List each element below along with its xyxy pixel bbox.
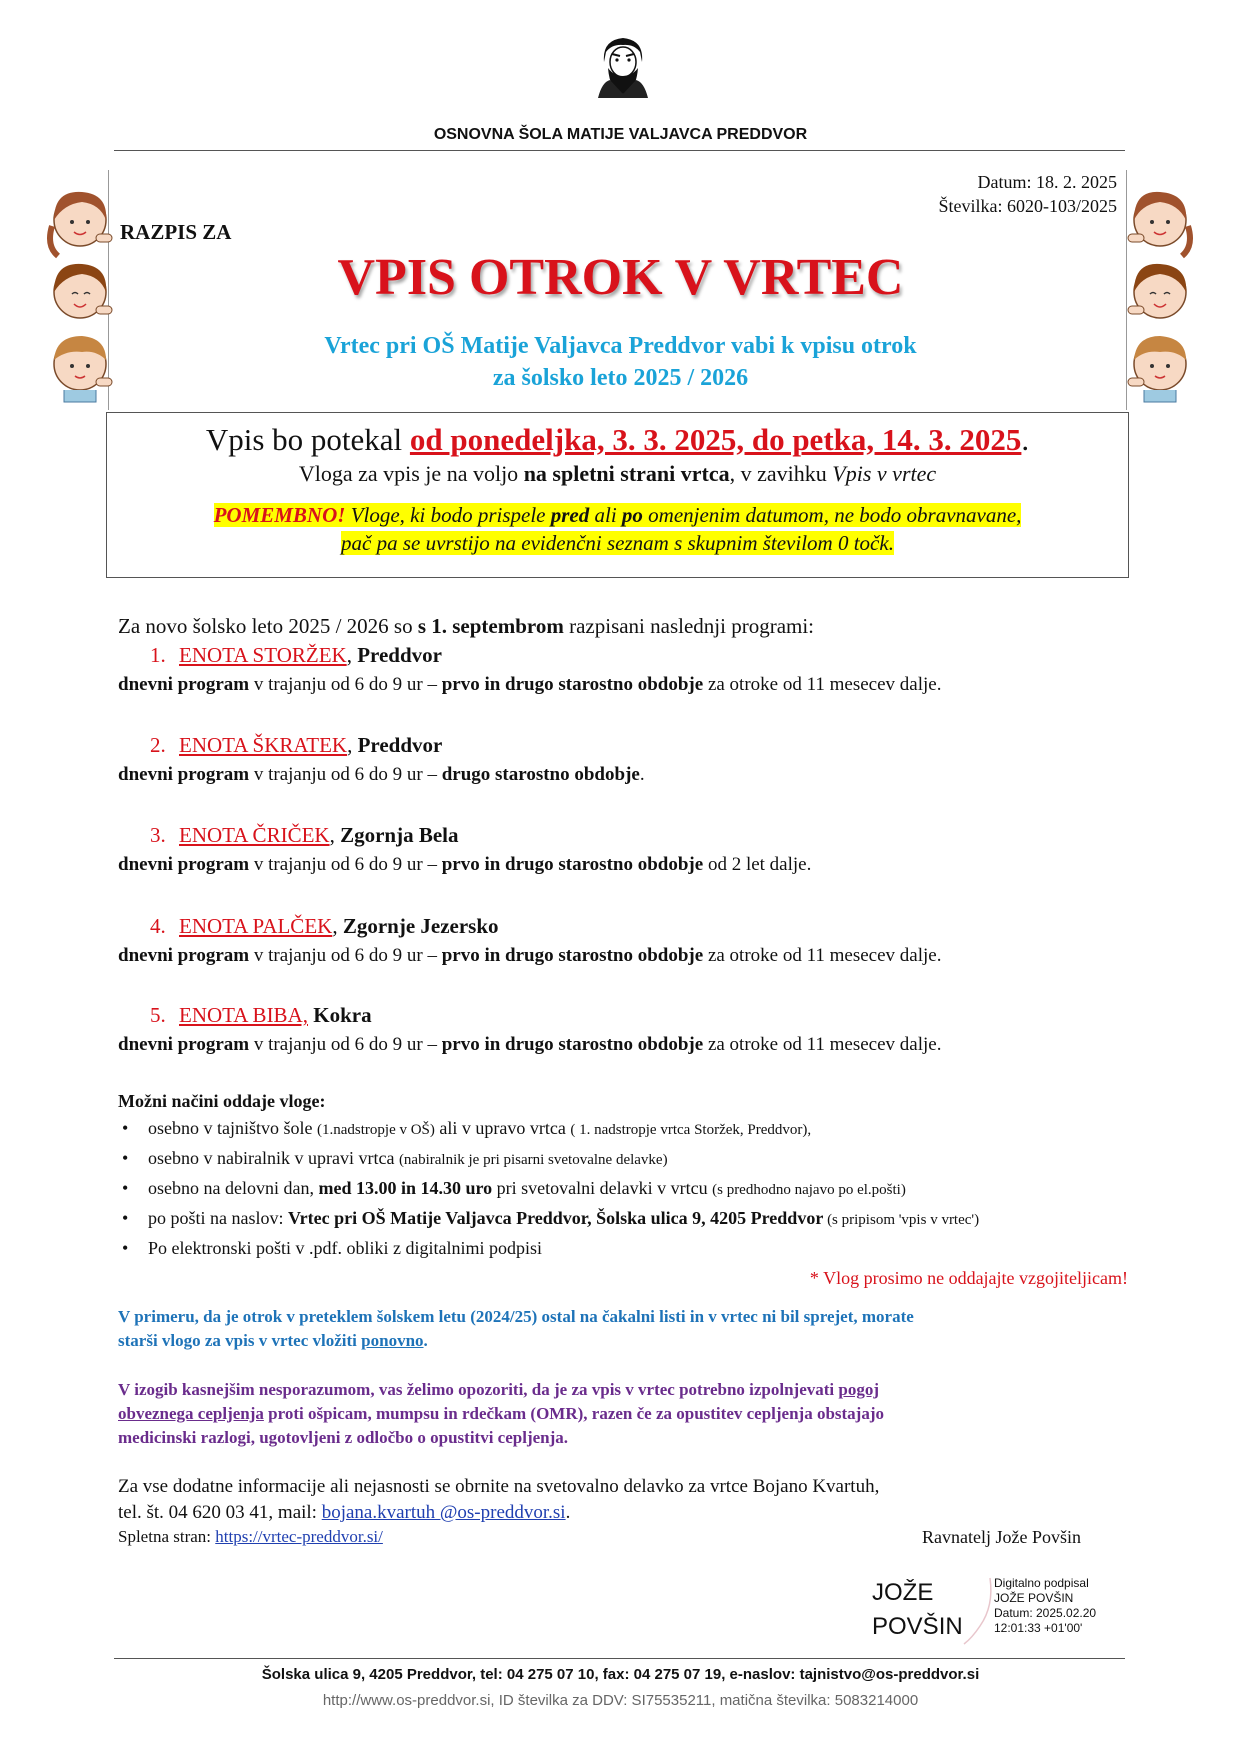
school-logo-portrait xyxy=(590,32,656,98)
intro-date: s 1. septembrom xyxy=(417,614,564,638)
period-prefix: Vpis bo potekal xyxy=(205,422,410,457)
main-title: VPIS OTROK V VRTEC xyxy=(337,249,904,306)
program-unit-2: 2. ENOTA ŠKRATEK, Preddvor dnevni program v trajanju od 6 do 9 ur – drugo starostno obdobje. xyxy=(118,730,1128,790)
digital-signature-name: JOŽE POVŠIN xyxy=(872,1579,963,1640)
enrollment-period xyxy=(107,421,1128,459)
important-label: POMEMBNO! xyxy=(213,503,346,527)
submission-warning: * Vlog prosimo ne oddajajte vzgojiteljicam! xyxy=(809,1268,1128,1288)
programs-intro xyxy=(118,614,814,639)
unit-number: 5. xyxy=(150,1003,166,1027)
unit-name: ENOTA BIBA, xyxy=(179,1003,308,1027)
period-suffix: . xyxy=(1021,422,1030,457)
enrollment-notice-box xyxy=(106,412,1129,578)
unit-separator: , xyxy=(346,643,358,667)
unit-name: ENOTA STORŽEK xyxy=(179,643,347,667)
unit-description: dnevni program v trajanju od 6 do 9 ur – prvo in drugo starostno obdobje od 2 let dalje. xyxy=(118,854,812,875)
title-subtitle xyxy=(0,330,1241,394)
document-date: Datum: 18. 2. 2025 xyxy=(977,172,1117,192)
important-text-1: Vloge, ki bodo prispele xyxy=(345,503,551,527)
program-unit-3: 3. ENOTA ČRIČEK, Zgornja Bela dnevni program v trajanju od 6 do 9 ur – prvo in drugo starostno obdobje od 2 let dalje. xyxy=(118,820,1128,880)
website-link[interactable]: https://vrtec-preddvor.si/ xyxy=(215,1527,383,1546)
unit-place: Zgornja Bela xyxy=(340,823,459,847)
unit-description: dnevni program v trajanju od 6 do 9 ur – prvo in drugo starostno obdobje za otroke od 11 mesecev dalje. xyxy=(118,945,942,966)
footer-registration: http://www.os-preddvor.si, ID številka za DDV: SI75535211, matična številka: 5083214000 xyxy=(322,1692,919,1709)
document-number: Številka: 6020-103/2025 xyxy=(938,196,1117,216)
submission-list xyxy=(118,1114,1128,1262)
submission-item: • osebno v tajništvo šole (1.nadstropje v OŠ) ali v upravo vrtca ( 1. nadstropje vrtca Storžek, Preddvor), xyxy=(118,1114,1128,1144)
waitlist-note xyxy=(118,1305,1128,1353)
unit-place: Preddvor xyxy=(357,643,442,667)
submission-heading: Možni načini oddaje vloge: xyxy=(118,1091,326,1111)
important-line-2: pač pa se uvrstijo na evidenčni seznam s skupnim številom 0 točk. xyxy=(341,531,894,555)
availability-bold: na spletni strani vrtca xyxy=(523,461,730,486)
application-availability xyxy=(107,459,1128,489)
program-unit-5 xyxy=(118,1000,1128,1060)
header-rule xyxy=(114,150,1125,151)
program-unit-1 xyxy=(118,640,1128,700)
program-unit-4: 4. ENOTA PALČEK, Zgornje Jezersko dnevni program v trajanju od 6 do 9 ur – prvo in drugo starostno obdobje za otroke od 11 mesecev dalje. xyxy=(118,911,1128,971)
important-pred: pred xyxy=(550,503,590,527)
important-ali: ali xyxy=(589,503,622,527)
school-name: OSNOVNA ŠOLA MATIJE VALJAVCA PREDDVOR xyxy=(433,126,808,143)
intro-suffix: razpisani naslednji programi: xyxy=(563,614,815,638)
footer-address: Šolska ulica 9, 4205 Preddvor, tel: 04 275 07 10, fax: 04 275 07 19, e-naslov: tajnistvo@os-preddvor.si xyxy=(261,1666,980,1683)
submission-item: • Po elektronski pošti v .pdf. obliki z digitalnimi podpisi xyxy=(118,1234,1128,1262)
period-dates: od ponedeljka, 3. 3. 2025, do petka, 14. 3. 2025 xyxy=(409,422,1022,457)
important-text-2: omenjenim datumom, ne bodo obravnavane, xyxy=(642,503,1022,527)
unit-name: ENOTA ŠKRATEK xyxy=(179,733,348,757)
signatory-name: Ravnatelj Jože Povšin xyxy=(922,1527,1081,1547)
unit-place: Zgornje Jezersko xyxy=(342,914,499,938)
contact-line-2: tel. št. 04 620 03 41, mail: bojana.kvartuh @os-preddvor.si. xyxy=(118,1502,571,1523)
unit-description: dnevni program v trajanju od 6 do 9 ur – prvo in drugo starostno obdobje za otroke od 11 mesecev dalje. xyxy=(118,1034,942,1055)
unit-name: ENOTA PALČEK xyxy=(179,914,333,938)
unit-number: 3. xyxy=(150,823,166,847)
subtitle-line-2: za šolsko leto 2025 / 2026 xyxy=(492,365,749,391)
waitlist-line-2: starši vlogo za vpis v vrtec vložiti ponovno. xyxy=(118,1331,428,1350)
contact-line-1: Za vse dodatne informacije ali nejasnosti se obrnite na svetovalno delavko za vrtce Bojano Kvartuh, xyxy=(118,1476,880,1497)
submission-section xyxy=(118,1088,1128,1292)
website-line xyxy=(118,1527,383,1547)
website-label: Spletna stran: xyxy=(118,1527,216,1546)
contact-info xyxy=(118,1474,1128,1526)
unit-description: dnevni program v trajanju od 6 do 9 ur – prvo in drugo starostno obdobje za otroke od 11 mesecev dalje. xyxy=(118,674,942,695)
important-note xyxy=(107,501,1128,557)
availability-tab-name: Vpis v vrtec xyxy=(832,461,937,486)
unit-number: 4. xyxy=(150,914,166,938)
unit-number: 1. xyxy=(150,643,166,667)
waitlist-line-1: V primeru, da je otrok v preteklem šolskem letu (2024/25) ostal na čakalni listi in v vrtec ni bil sprejet, morate xyxy=(118,1307,914,1326)
unit-place: Kokra xyxy=(313,1003,372,1027)
submission-item: • po pošti na naslov: Vrtec pri OŠ Matije Valjavca Preddvor, Šolska ulica 9, 4205 Preddvor (s pripisom 'vpis v vrtec') xyxy=(118,1204,1128,1234)
subtitle-line-1: Vrtec pri OŠ Matije Valjavca Preddvor vabi k vpisu otrok xyxy=(324,333,917,359)
contact-email-link[interactable]: bojana.kvartuh @os-preddvor.si xyxy=(321,1502,566,1523)
availability-prefix: Vloga za vpis je na voljo xyxy=(298,461,524,486)
unit-description: dnevni program v trajanju od 6 do 9 ur – drugo starostno obdobje. xyxy=(118,764,645,785)
unit-number: 2. xyxy=(150,733,166,757)
submission-item: • osebno v nabiralnik v upravi vrtca (nabiralnik je pri pisarni svetovalne delavke) xyxy=(118,1144,1128,1174)
intro-prefix: Za novo šolsko leto 2025 / 2026 so xyxy=(118,614,418,638)
digital-signature-details: Digitalno podpisal JOŽE POVŠIN Datum: 2025.02.20 12:01:33 +01'00' xyxy=(994,1576,1097,1635)
title-kicker: RAZPIS ZA xyxy=(120,220,232,244)
footer-rule xyxy=(114,1658,1125,1659)
unit-name: ENOTA ČRIČEK xyxy=(179,823,330,847)
availability-middle: , v zavihku xyxy=(729,461,833,486)
unit-place: Preddvor xyxy=(357,733,443,757)
submission-item: • osebno na delovni dan, med 13.00 in 14.30 uro pri svetovalni delavki v vrtcu (s predhodno najavo po el.pošti) xyxy=(118,1174,1128,1204)
vaccination-note: V izogib kasnejšim nesporazumom, vas želimo opozoriti, da je za vpis v vrtec potrebno izpolnjevati pogoj obveznega cepljenja proti ošpicam, mumpsu in rdečkam (OMR), razen če za opustitev cepljenja obstajajo medicinski razlogi, ugotovljeni z odločbo o opustitvi cepljenja. xyxy=(118,1380,885,1447)
important-po: po xyxy=(621,503,643,527)
